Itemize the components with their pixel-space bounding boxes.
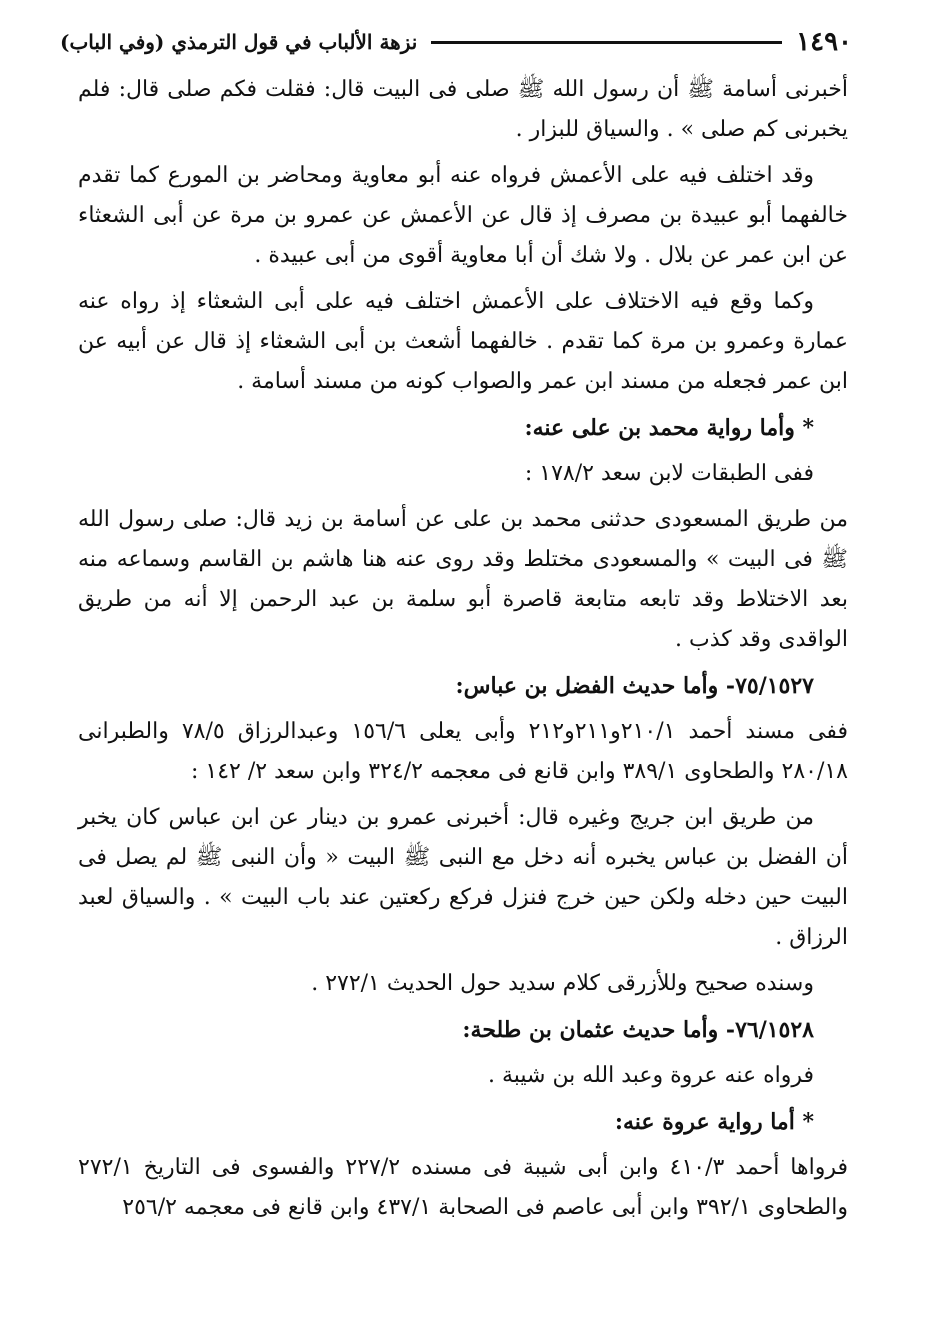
running-title: نزهة الألباب في قول الترمذي (وفي الباب) — [60, 30, 418, 54]
paragraph: ففى مسند أحمد ٢١٠/١و٢١١و٢١٢ وأبى يعلى ١٥٦/٦ وعبدالرزاق ٧٨/٥ والطبرانى ٢٨٠/١٨ والطحاوى ٣٨٩/١ وابن قانع فى معجمه ٣٢٤/٢ وابن سعد ٢/ ١٤٢ : — [78, 719, 848, 784]
paragraph: فرواها أحمد ٤١٠/٣ وابن أبى شيبة فى مسنده ٢٢٧/٢ والفسوى فى التاريخ ٢٧٢/١ والطحاوى ٣٩٢/١ وابن أبى عاصم فى الصحابة ٤٣٧/١ وابن قانع فى معجمه ٢٥٦/٢ — [78, 1155, 848, 1220]
page-number: ١٤٩٠ — [796, 27, 852, 57]
section-heading: ٧٥/١٥٢٧- وأما حديث الفضل بن عباس: — [455, 673, 814, 699]
paragraph: أخبرنى أسامة ﷺ أن رسول الله ﷺ صلى فى البيت قال: فقلت فكم صلى قال: فلم يخبرنى كم صلى » . والسياق للبزار . — [78, 77, 848, 142]
paragraph: من طريق المسعودى حدثنى محمد بن على عن أسامة بن زيد قال: صلى رسول الله ﷺ فى البيت » والمسعودى مختلط وقد روى عنه هنا هاشم بن القاسم وسماعه منه بعد الاختلاط وقد تابعه متابعة قاصرة أبو سلمة بن عبد الرحمن إلا أنه من طريق الواقدى وقد كذب . — [78, 507, 848, 652]
paragraph: ففى الطبقات لابن سعد ١٧٨/٢ : — [524, 461, 814, 486]
paragraph: وكما وقع فيه الاختلاف على الأعمش اختلف فيه على أبى الشعثاء إذ رواه عنه عمارة وعمرو بن مرة كما تقدم . خالفهما أشعث بن أبى الشعثاء إذ قال عن أبيه عن ابن عمر فجعله من مسند ابن عمر والصواب كونه من مسند أسامة . — [78, 289, 848, 394]
header-rule — [431, 41, 782, 44]
paragraph: فرواه عنه عروة وعبد الله بن شيبة . — [487, 1063, 814, 1088]
paragraph: وقد اختلف فيه على الأعمش فرواه عنه أبو معاوية ومحاضر بن المورع كما تقدم خالفهما أبو عبيدة بن مصرف إذ قال عن الأعمش عن عمرو بن مرة عن أبى الشعثاء عن ابن عمر عن بلال . ولا شك أن أبا معاوية أقوى من أبى عبيدة . — [78, 163, 848, 268]
page-header — [60, 24, 852, 60]
subsection-heading: * وأما رواية محمد بن على عنه: — [524, 415, 814, 441]
body-text — [78, 70, 848, 1234]
paragraph: وسنده صحيح وللأزرقى كلام سديد حول الحديث ٢٧٢/١ . — [311, 971, 814, 996]
subsection-heading: * أما رواية عروة عنه: — [614, 1109, 814, 1135]
paragraph: من طريق ابن جريج وغيره قال: أخبرنى عمرو بن دينار عن ابن عباس كان يخبر أن الفضل بن عباس يخبره أنه دخل مع النبى ﷺ البيت « وأن النبى ﷺ لم يصل فى البيت حين دخله ولكن حين خرج فنزل فركع ركعتين عند باب البيت » . والسياق لعبد الرزاق . — [78, 805, 848, 950]
section-heading: ٧٦/١٥٢٨- وأما حديث عثمان بن طلحة: — [462, 1017, 814, 1043]
